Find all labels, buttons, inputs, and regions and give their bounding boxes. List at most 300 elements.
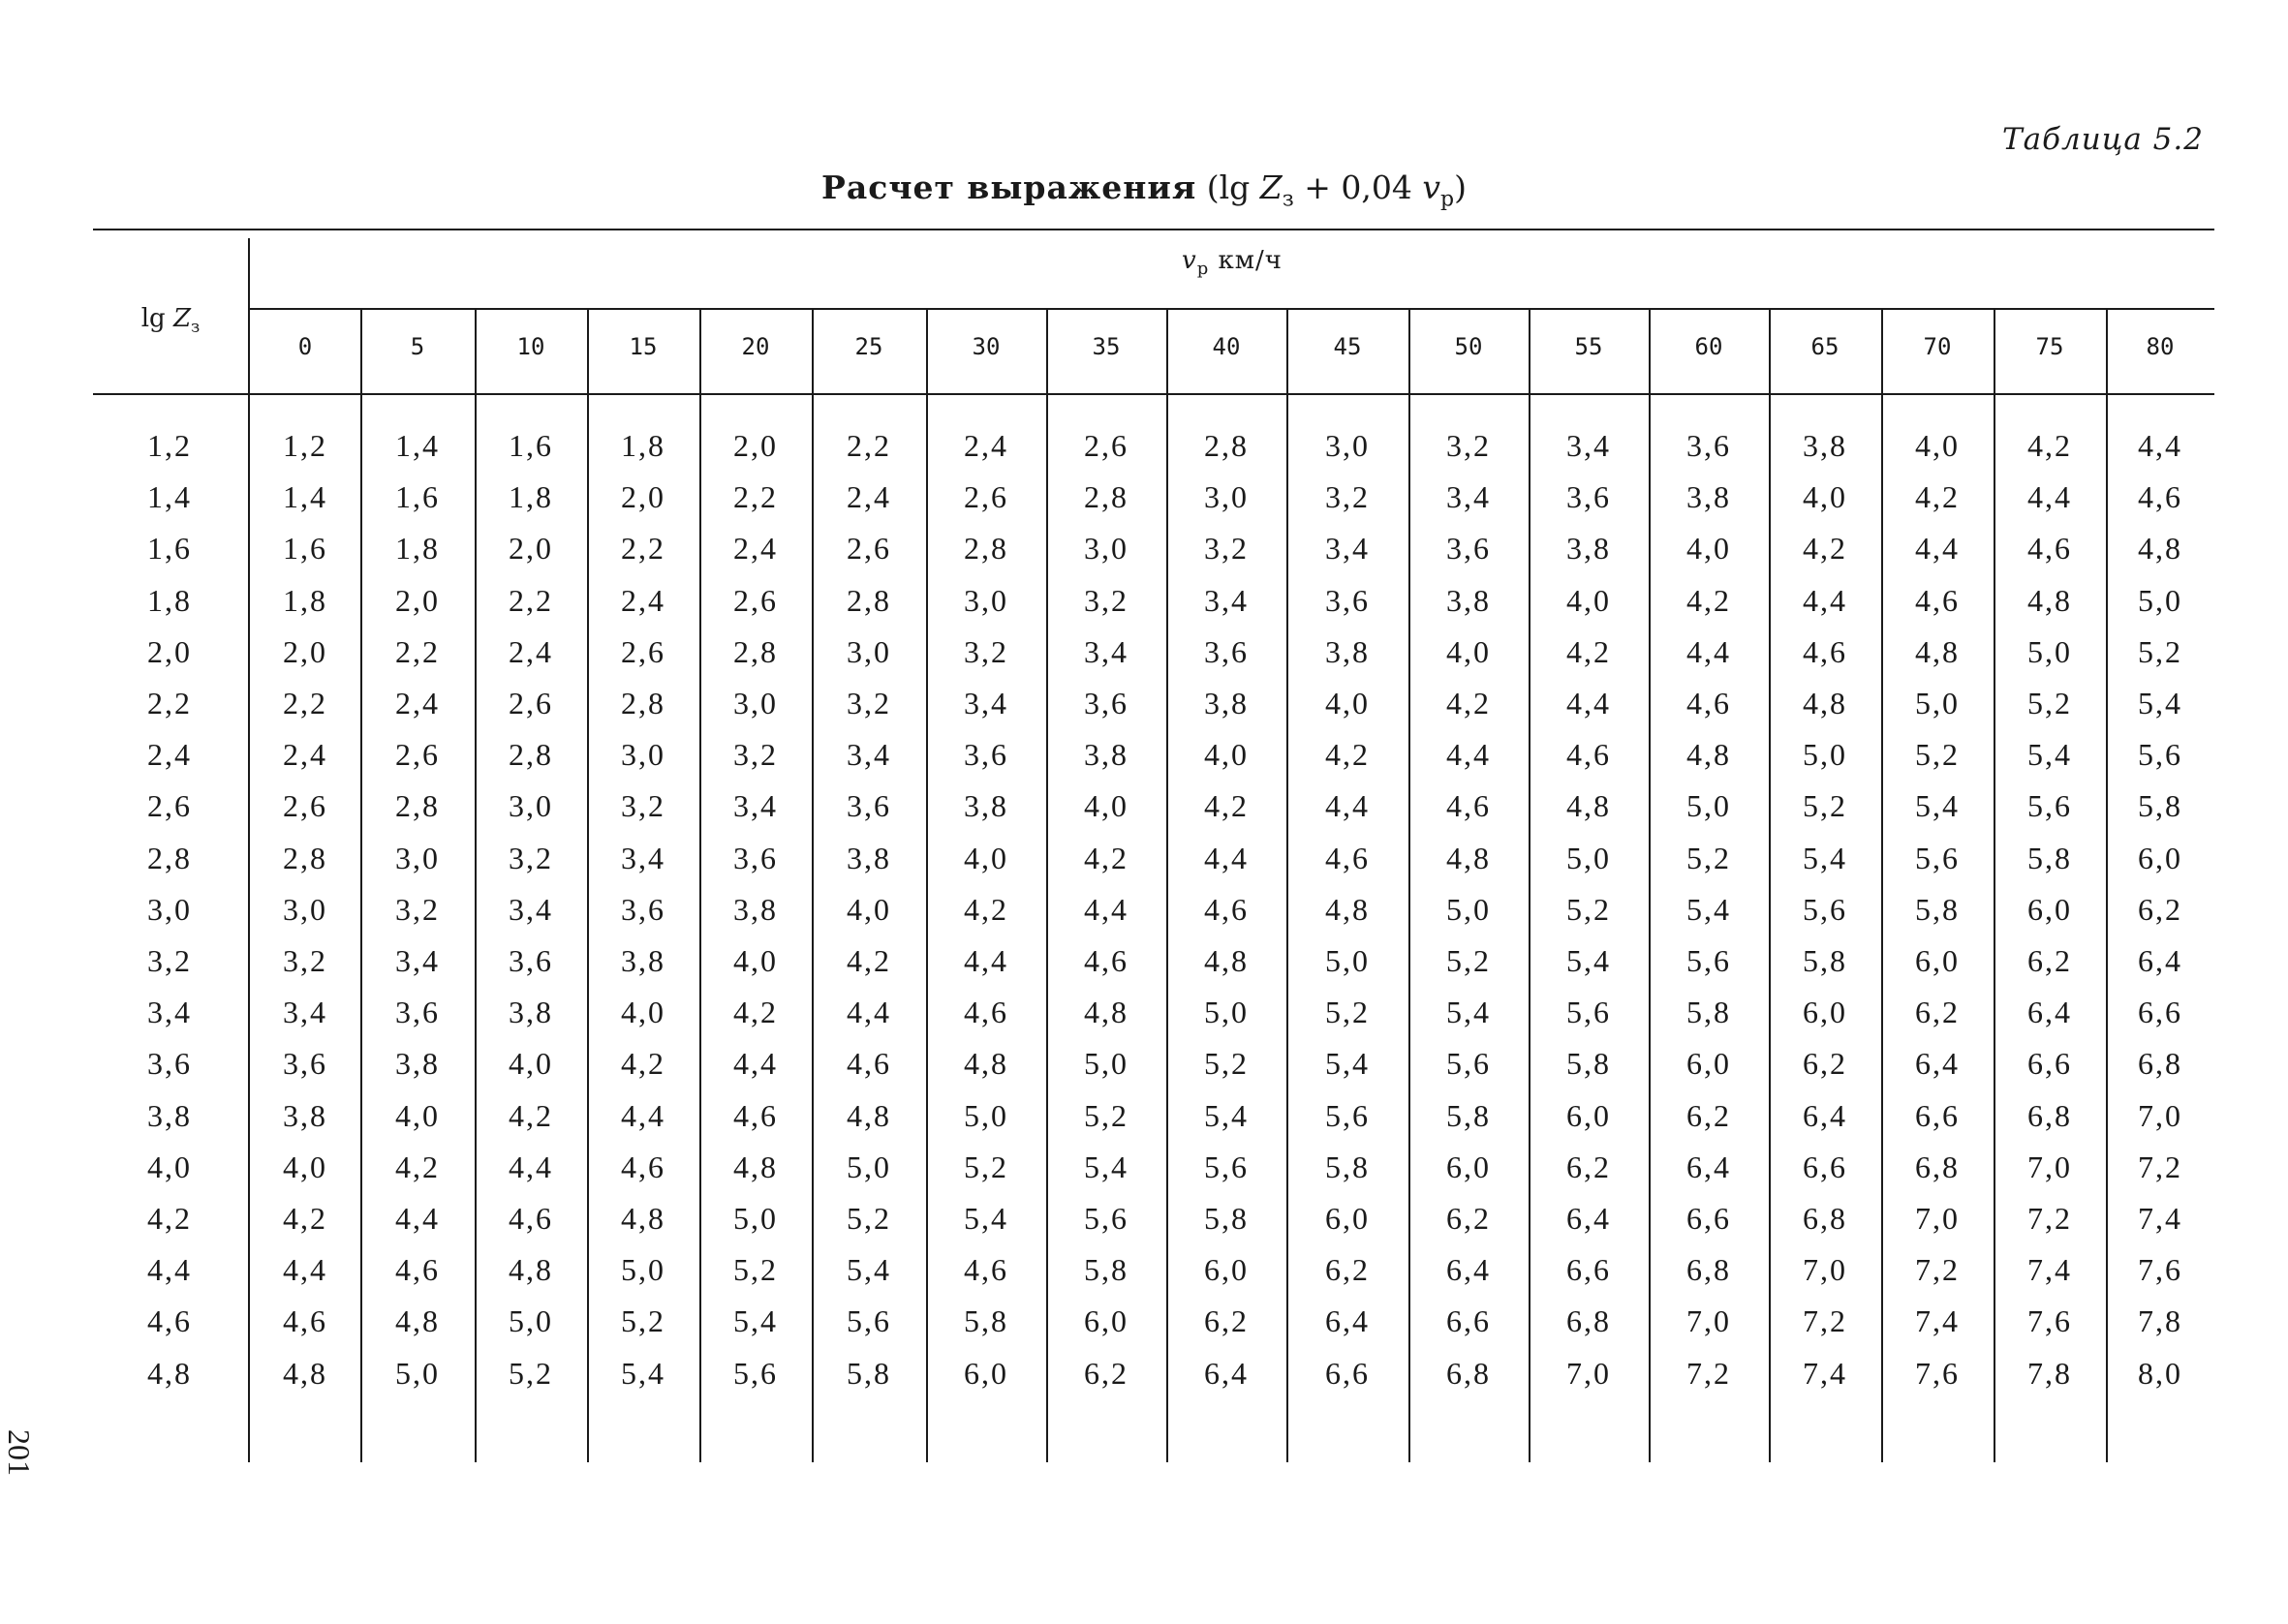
table-cell: 3,2: [964, 633, 1008, 669]
table-cell: 7,0: [1915, 1201, 1960, 1236]
row-label: 3,4: [147, 995, 192, 1030]
table-cell: 4,8: [283, 1355, 327, 1391]
table-cell: 6,8: [1686, 1252, 1731, 1288]
table-cell: 6,4: [1686, 1149, 1731, 1184]
table-cell: 2,2: [733, 479, 778, 515]
table-cell: 2,6: [847, 531, 891, 567]
table-cell: 3,4: [1325, 531, 1370, 567]
table-cell: 4,6: [395, 1252, 440, 1288]
column-header: 30: [972, 333, 1001, 360]
table-cell: 2,2: [621, 531, 665, 567]
table-cell: 5,8: [1084, 1252, 1129, 1288]
table-cell: 4,0: [847, 891, 891, 927]
table-cell: 5,4: [1204, 1097, 1249, 1133]
stub-header-var: Z: [172, 304, 192, 333]
table-cell: 5,4: [1803, 840, 1847, 875]
table-cell: 6,0: [1084, 1303, 1129, 1339]
table-cell: 2,8: [395, 788, 440, 824]
table-cell: 4,4: [847, 995, 891, 1030]
column-header-rule: [250, 308, 2214, 310]
table-cell: 4,6: [1325, 840, 1370, 875]
column-header: 75: [2035, 333, 2064, 360]
table-cell: 6,6: [1446, 1303, 1491, 1339]
table-cell: 2,8: [283, 840, 327, 875]
column-header: 0: [297, 333, 313, 360]
table-cell: 1,2: [283, 428, 327, 463]
table-cell: 2,8: [1084, 479, 1129, 515]
table-cell: 5,0: [1566, 840, 1611, 875]
table-cell: 3,0: [1204, 479, 1249, 515]
title-sub-z: з: [1282, 187, 1294, 212]
table-cell: 3,4: [847, 737, 891, 773]
table-cell: 4,8: [509, 1252, 553, 1288]
table-cell: 7,2: [1803, 1303, 1847, 1339]
table-cell: 6,4: [1446, 1252, 1491, 1288]
table-cell: 6,6: [2027, 1046, 2072, 1082]
table-cell: 6,4: [1915, 1046, 1960, 1082]
table-cell: 3,2: [1325, 479, 1370, 515]
table-cell: 4,0: [1325, 686, 1370, 720]
table-cell: 4,0: [733, 943, 778, 978]
table-cell: 6,6: [1915, 1097, 1960, 1133]
table-cell: 5,0: [395, 1355, 440, 1391]
table-cell: 3,6: [395, 995, 440, 1030]
speed-group-header: [250, 246, 2214, 279]
table-cell: 2,6: [964, 479, 1008, 515]
table-cell: 4,4: [283, 1252, 327, 1288]
table-cell: 4,6: [847, 1046, 891, 1082]
table-cell: 1,4: [283, 479, 327, 515]
table-cell: 8,0: [2138, 1355, 2182, 1391]
table-cell: 5,6: [2027, 788, 2072, 824]
row-label: 3,0: [147, 891, 192, 927]
column-header: 60: [1694, 333, 1723, 360]
table-cell: 5,8: [1803, 943, 1847, 978]
column-header: 5: [410, 333, 425, 360]
table-cell: 4,2: [2027, 428, 2072, 463]
table-cell: 1,6: [283, 531, 327, 567]
table-cell: 3,4: [1446, 479, 1491, 515]
row-label: 1,8: [147, 582, 192, 618]
table-cell: 3,2: [395, 891, 440, 927]
table-cell: 4,8: [1084, 995, 1129, 1030]
table-cell: 5,0: [847, 1149, 891, 1184]
table-cell: 3,4: [621, 840, 665, 875]
title-open: (lg: [1206, 169, 1260, 206]
table-cell: 2,0: [733, 428, 778, 463]
table-cell: 5,2: [1915, 737, 1960, 773]
table-cell: 4,4: [1084, 891, 1129, 927]
table-cell: 6,0: [1686, 1046, 1731, 1082]
title-var-v: v: [1422, 169, 1440, 206]
table-cell: 4,2: [733, 995, 778, 1030]
column-header: 35: [1092, 333, 1121, 360]
table-cell: 5,2: [1686, 840, 1731, 875]
table-cell: 6,4: [2027, 995, 2072, 1030]
table-cell: 3,8: [621, 943, 665, 978]
table-cell: 3,2: [733, 737, 778, 773]
table-cell: 4,4: [964, 943, 1008, 978]
table-cell: 7,2: [2138, 1149, 2182, 1184]
table-cell: 2,4: [733, 531, 778, 567]
table-cell: 4,8: [2138, 531, 2182, 567]
table-cell: 5,8: [1325, 1149, 1370, 1184]
row-label: 2,2: [147, 686, 192, 720]
table-cell: 3,4: [1204, 582, 1249, 618]
row-label: 2,8: [147, 840, 192, 875]
table-cell: 4,4: [395, 1201, 440, 1236]
table-cell: 4,6: [1566, 737, 1611, 773]
table-cell: 6,8: [1446, 1355, 1491, 1391]
table-cell: 6,2: [1566, 1149, 1611, 1184]
table-cell: 4,0: [621, 995, 665, 1030]
table-cell: 5,2: [1446, 943, 1491, 978]
table-cell: 4,8: [621, 1201, 665, 1236]
page-number: 201: [2, 1429, 37, 1476]
table-cell: 3,4: [733, 788, 778, 824]
row-label: 3,8: [147, 1097, 192, 1133]
table-cell: 4,4: [2027, 479, 2072, 515]
table-cell: 1,6: [509, 428, 553, 463]
table-cell: 5,2: [964, 1149, 1008, 1184]
table-cell: 2,6: [733, 582, 778, 618]
column-header: 15: [629, 333, 658, 360]
table-cell: 6,0: [1325, 1201, 1370, 1236]
table-cell: 6,4: [2138, 943, 2182, 978]
table-cell: 3,2: [1084, 582, 1129, 618]
table-cell: 5,8: [1686, 995, 1731, 1030]
table-cell: 4,4: [733, 1046, 778, 1082]
table-cell: 4,6: [1084, 943, 1129, 978]
table-cell: 6,8: [1566, 1303, 1611, 1339]
table-cell: 4,2: [964, 891, 1008, 927]
column-header: 50: [1454, 333, 1483, 360]
table-cell: 5,4: [847, 1252, 891, 1288]
row-label: 4,8: [147, 1355, 192, 1391]
table-cell: 6,4: [1204, 1355, 1249, 1391]
table-cell: 1,4: [395, 428, 440, 463]
group-header-var: v: [1182, 246, 1197, 275]
table-cell: 6,0: [1204, 1252, 1249, 1288]
table-cell: 2,2: [847, 428, 891, 463]
table-cell: 4,4: [1686, 633, 1731, 669]
table-cell: 5,8: [1446, 1097, 1491, 1133]
table-cell: 4,8: [1204, 943, 1249, 978]
table-cell: 3,8: [1686, 479, 1731, 515]
table-cell: 4,8: [1566, 788, 1611, 824]
table-cell: 2,2: [509, 582, 553, 618]
table-cell: 2,6: [621, 633, 665, 669]
table-cell: 2,2: [283, 686, 327, 720]
title-var-z: Z: [1259, 169, 1283, 206]
table-cell: 4,8: [1915, 633, 1960, 669]
column-header: 10: [516, 333, 545, 360]
table-cell: 5,0: [1803, 737, 1847, 773]
table-cell: 4,2: [1803, 531, 1847, 567]
table-cell: 3,2: [283, 943, 327, 978]
table-cell: 6,6: [1686, 1201, 1731, 1236]
row-label: 4,6: [147, 1303, 192, 1339]
table-cell: 5,6: [847, 1303, 891, 1339]
table-cell: 4,2: [1915, 479, 1960, 515]
table-cell: 4,6: [2027, 531, 2072, 567]
table-cell: 3,6: [1084, 686, 1129, 720]
table-cell: 6,8: [2138, 1046, 2182, 1082]
table-cell: 2,6: [509, 686, 553, 720]
table-cell: 4,6: [1915, 582, 1960, 618]
table-cell: 7,2: [1686, 1355, 1731, 1391]
table-cell: 3,6: [509, 943, 553, 978]
stub-header-prefix: lg: [140, 304, 173, 333]
row-label: 4,4: [147, 1252, 192, 1288]
table-cell: 4,4: [621, 1097, 665, 1133]
row-label: 1,6: [147, 531, 192, 567]
table-cell: 2,4: [395, 686, 440, 720]
table-cell: 6,4: [1566, 1201, 1611, 1236]
table-cell: 5,6: [733, 1355, 778, 1391]
table-cell: 3,6: [621, 891, 665, 927]
table-cell: 5,6: [1566, 995, 1611, 1030]
table-cell: 6,0: [1915, 943, 1960, 978]
table-cell: 2,2: [395, 633, 440, 669]
table-cell: 4,0: [1686, 531, 1731, 567]
table-cell: 3,8: [1325, 633, 1370, 669]
table-cell: 4,2: [1204, 788, 1249, 824]
table-cell: 5,0: [1204, 995, 1249, 1030]
table-cell: 5,2: [1325, 995, 1370, 1030]
table-cell: 3,8: [1084, 737, 1129, 773]
group-header-sub: р: [1196, 259, 1210, 280]
table-cell: 4,8: [1803, 686, 1847, 720]
table-cell: 6,8: [1803, 1201, 1847, 1236]
table-cell: 6,6: [1566, 1252, 1611, 1288]
table-cell: 5,6: [1325, 1097, 1370, 1133]
table-cell: 4,0: [1803, 479, 1847, 515]
table-cell: 5,2: [1204, 1046, 1249, 1082]
table-cell: 5,6: [1686, 943, 1731, 978]
table-cell: 3,6: [283, 1046, 327, 1082]
table-cell: 5,6: [1204, 1149, 1249, 1184]
table-cell: 3,8: [733, 891, 778, 927]
table-cell: 3,2: [509, 840, 553, 875]
table-cell: 4,2: [395, 1149, 440, 1184]
table-cell: 6,2: [1325, 1252, 1370, 1288]
table-cell: 4,8: [733, 1149, 778, 1184]
table-cell: 3,0: [395, 840, 440, 875]
table-cell: 6,0: [1446, 1149, 1491, 1184]
table-cell: 5,2: [1566, 891, 1611, 927]
table-cell: 7,8: [2027, 1355, 2072, 1391]
table-cell: 5,2: [2138, 633, 2182, 669]
table-cell: 1,8: [395, 531, 440, 567]
table-cell: 4,2: [1084, 840, 1129, 875]
table-cell: 3,6: [733, 840, 778, 875]
table-cell: 1,8: [509, 479, 553, 515]
table-cell: 3,6: [1566, 479, 1611, 515]
row-label: 1,4: [147, 479, 192, 515]
column-header: 40: [1212, 333, 1241, 360]
table-cell: 2,8: [964, 531, 1008, 567]
table-cell: 2,0: [509, 531, 553, 567]
table-cell: 3,0: [283, 891, 327, 927]
table-cell: 4,0: [283, 1149, 327, 1184]
table-cell: 5,0: [964, 1097, 1008, 1133]
table-cell: 6,4: [1803, 1097, 1847, 1133]
table-cell: 7,6: [1915, 1355, 1960, 1391]
table-cell: 6,2: [1084, 1355, 1129, 1391]
table-cell: 5,8: [2138, 788, 2182, 824]
row-label: 2,6: [147, 788, 192, 824]
table-cell: 5,6: [1803, 891, 1847, 927]
table-cell: 5,6: [2138, 737, 2182, 773]
table-cell: 5,2: [847, 1201, 891, 1236]
table-cell: 5,0: [1686, 788, 1731, 824]
table-cell: 4,8: [1686, 737, 1731, 773]
table-cell: 2,8: [621, 686, 665, 720]
table-cell: 7,0: [2138, 1097, 2182, 1133]
stub-header-sub: з: [191, 318, 201, 338]
table-cell: 6,2: [2138, 891, 2182, 927]
table-cell: 5,0: [2138, 582, 2182, 618]
table-cell: 5,4: [621, 1355, 665, 1391]
table-cell: 2,8: [733, 633, 778, 669]
table-cell: 4,2: [283, 1201, 327, 1236]
table-cell: 4,4: [1566, 686, 1611, 720]
table-cell: 5,0: [733, 1201, 778, 1236]
table-cell: 4,0: [1446, 633, 1491, 669]
table-cell: 6,2: [1803, 1046, 1847, 1082]
table-cell: 4,8: [2027, 582, 2072, 618]
table-cell: 4,6: [2138, 479, 2182, 515]
table-cell: 2,0: [621, 479, 665, 515]
table-cell: 4,8: [395, 1303, 440, 1339]
table-cell: 2,8: [509, 737, 553, 773]
column-header: 65: [1810, 333, 1840, 360]
title-close: ): [1454, 169, 1467, 206]
table-cell: 4,0: [1566, 582, 1611, 618]
table-cell: 2,8: [1204, 428, 1249, 463]
table-cell: 5,8: [847, 1355, 891, 1391]
table-cell: 4,6: [964, 995, 1008, 1030]
group-header-unit: км/ч: [1209, 246, 1283, 275]
table-cell: 3,8: [509, 995, 553, 1030]
table-cell: 5,8: [1915, 891, 1960, 927]
table-cell: 4,8: [847, 1097, 891, 1133]
table-cell: 4,6: [964, 1252, 1008, 1288]
table-cell: 4,4: [1325, 788, 1370, 824]
table-cell: 3,6: [1204, 633, 1249, 669]
table-cell: 4,0: [509, 1046, 553, 1082]
table-cell: 6,2: [1204, 1303, 1249, 1339]
column-header: 80: [2146, 333, 2175, 360]
table-cell: 6,0: [2027, 891, 2072, 927]
table-cell: 3,4: [1084, 633, 1129, 669]
table-cell: 4,2: [1566, 633, 1611, 669]
table-cell: 4,4: [1204, 840, 1249, 875]
table-cell: 2,0: [395, 582, 440, 618]
table-cell: 7,0: [1566, 1355, 1611, 1391]
row-label: 2,0: [147, 633, 192, 669]
table-cell: 3,0: [621, 737, 665, 773]
table-cell: 7,4: [1803, 1355, 1847, 1391]
table-cell: 5,2: [733, 1252, 778, 1288]
stub-header: [93, 304, 248, 337]
table-cell: 4,4: [1803, 582, 1847, 618]
table-cell: 3,4: [283, 995, 327, 1030]
table-cell: 7,4: [2027, 1252, 2072, 1288]
table-cell: 2,4: [621, 582, 665, 618]
table-cell: 4,6: [1204, 891, 1249, 927]
table-cell: 5,0: [509, 1303, 553, 1339]
table-cell: 3,4: [1566, 428, 1611, 463]
table-cell: 3,6: [964, 737, 1008, 773]
table-cell: 3,2: [1204, 531, 1249, 567]
table-cell: 4,6: [1803, 633, 1847, 669]
title-expression: [1206, 169, 1467, 212]
table-cell: 3,8: [847, 840, 891, 875]
row-label: 2,4: [147, 737, 192, 773]
table-cell: 7,2: [2027, 1201, 2072, 1236]
table-cell: 5,8: [964, 1303, 1008, 1339]
table-cell: 4,6: [733, 1097, 778, 1133]
table-cell: 6,0: [2138, 840, 2182, 875]
table-cell: 5,0: [1915, 686, 1960, 720]
table-cell: 5,2: [1084, 1097, 1129, 1133]
table-cell: 2,4: [509, 633, 553, 669]
table-cell: 1,6: [395, 479, 440, 515]
table-cell: 5,2: [1803, 788, 1847, 824]
table-cell: 4,2: [1325, 737, 1370, 773]
table-cell: 3,0: [733, 686, 778, 720]
table-cell: 4,2: [621, 1046, 665, 1082]
table-cell: 4,8: [964, 1046, 1008, 1082]
table-cell: 3,8: [1204, 686, 1249, 720]
table-cell: 5,4: [964, 1201, 1008, 1236]
table-cell: 1,8: [283, 582, 327, 618]
table-cell: 3,8: [1446, 582, 1491, 618]
table-cell: 5,4: [1915, 788, 1960, 824]
table-cell: 3,8: [283, 1097, 327, 1133]
table-cell: 6,2: [1686, 1097, 1731, 1133]
table-cell: 3,0: [847, 633, 891, 669]
table-cell: 3,0: [1325, 428, 1370, 463]
table-cell: 3,0: [964, 582, 1008, 618]
column-header: 25: [854, 333, 883, 360]
table-cell: 3,0: [1084, 531, 1129, 567]
table-cell: 3,2: [847, 686, 891, 720]
table-cell: 7,6: [2027, 1303, 2072, 1339]
title-sub-v: р: [1439, 187, 1455, 212]
table-cell: 6,4: [1325, 1303, 1370, 1339]
table-cell: 7,6: [2138, 1252, 2182, 1288]
table-cell: 5,6: [1915, 840, 1960, 875]
table-cell: 4,2: [1446, 686, 1491, 720]
row-label: 4,2: [147, 1201, 192, 1236]
table-cell: 4,0: [395, 1097, 440, 1133]
row-label: 3,6: [147, 1046, 192, 1082]
row-label: 4,0: [147, 1149, 192, 1184]
table-cell: 3,8: [1566, 531, 1611, 567]
table-cell: 3,2: [621, 788, 665, 824]
table-cell: 5,0: [621, 1252, 665, 1288]
table-cell: 2,6: [1084, 428, 1129, 463]
table-cell: 4,4: [509, 1149, 553, 1184]
table-cell: 4,0: [1084, 788, 1129, 824]
table-cell: 6,8: [2027, 1097, 2072, 1133]
table-cell: 1,8: [621, 428, 665, 463]
table-cell: 4,6: [1446, 788, 1491, 824]
table-cell: 5,0: [1325, 943, 1370, 978]
